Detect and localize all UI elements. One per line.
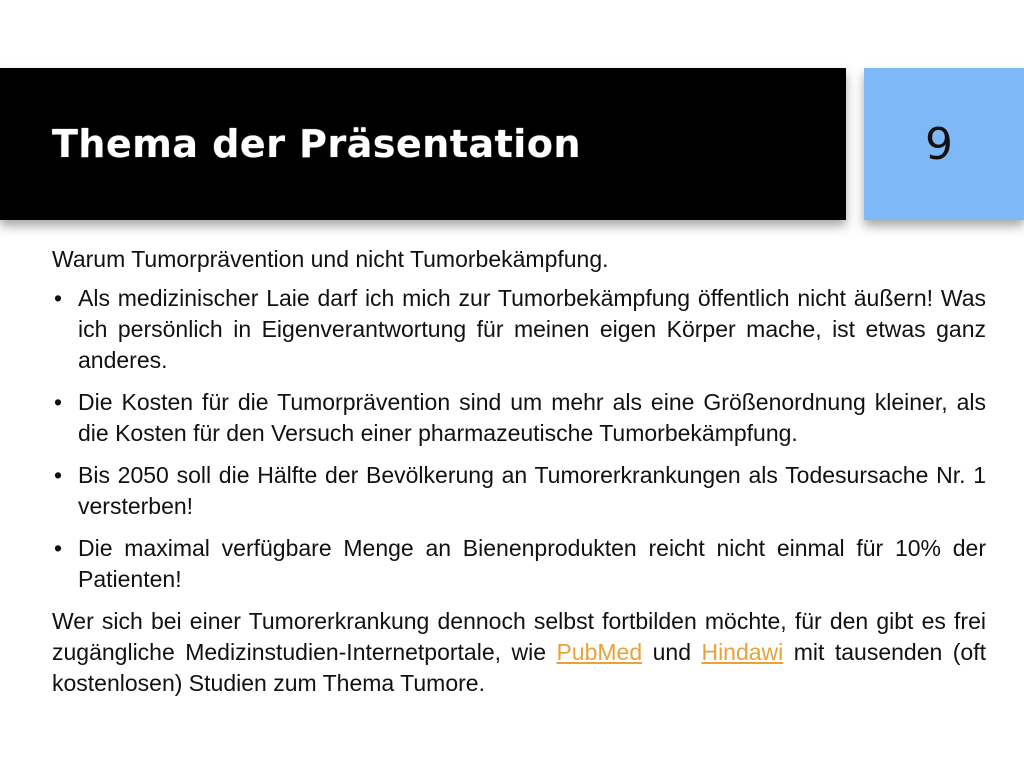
pubmed-link[interactable]: PubMed (556, 639, 643, 665)
bullet-item: • Bis 2050 soll die Hälfte der Bevölkerung an Tumorerkrankungen als Todesursache Nr. 1 versterben! (52, 460, 986, 522)
bullet-item: • Als medizinischer Laie darf ich mich zur Tumorbekämpfung öffentlich nicht äußern! Was ich persönlich in Eigenverantwortung für meinen eigen Körper mache, ist etwas ganz anderes. (52, 283, 986, 376)
outro-text-1: Wer sich bei einer Tumorerkrankung dennoch selbst fortbilden möchte, für den gibt es frei zugängliche Medizinstudien-Internetportale, wie (52, 608, 986, 665)
slide-title: Thema der Präsentation (52, 122, 581, 166)
bullet-item: • Die Kosten für die Tumorprävention sind um mehr als eine Größenordnung kleiner, als die Kosten für den Versuch einer pharmazeutische Tumorbekämpfung. (52, 387, 986, 449)
bullet-list (52, 283, 986, 595)
outro-text-2: und (642, 639, 702, 665)
slide-content (52, 244, 986, 699)
outro-paragraph (52, 606, 986, 699)
intro-text: Warum Tumorprävention und nicht Tumorbekämpfung. (52, 246, 609, 272)
page-number: 9 (925, 118, 953, 170)
bullet-item: • Die maximal verfügbare Menge an Bienenprodukten reicht nicht einmal für 10% der Patienten! (52, 533, 986, 595)
hindawi-link[interactable]: Hindawi (701, 639, 784, 665)
outro-text-3: mit tausenden (oft kostenlosen) Studien zum Thema Tumore. (52, 639, 987, 696)
